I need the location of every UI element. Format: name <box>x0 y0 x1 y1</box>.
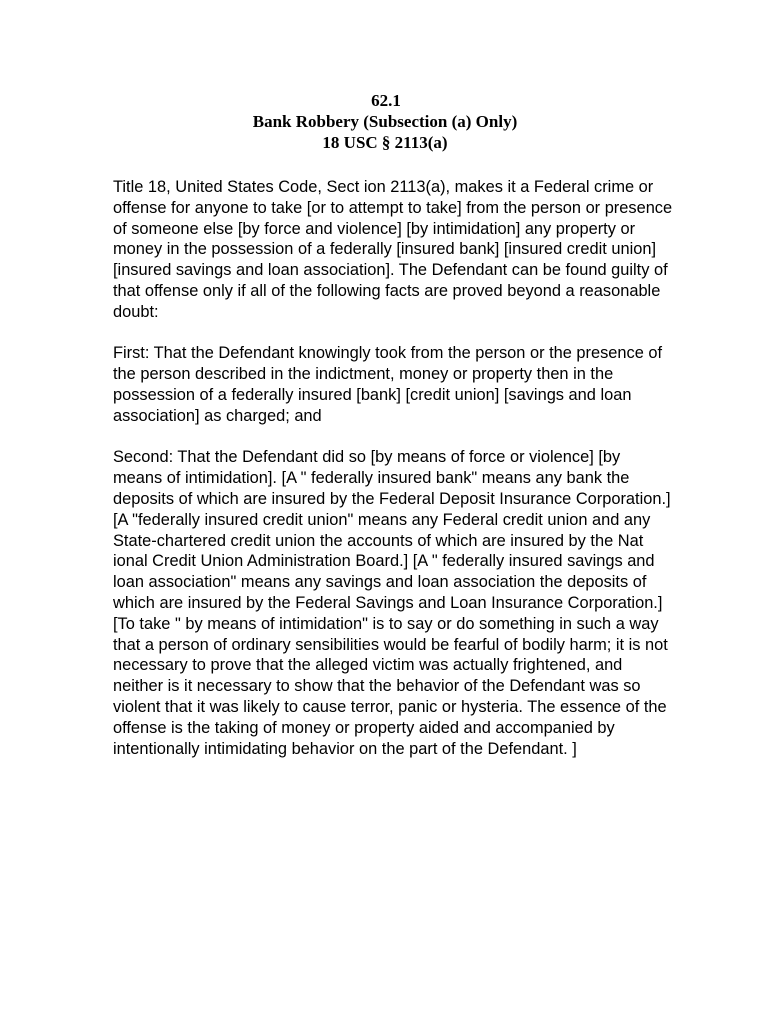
statute-citation: 18 USC § 2113(a) <box>322 133 448 152</box>
document-body <box>113 177 673 780</box>
section-number: 62.1 <box>371 91 401 110</box>
section-title: Bank Robbery (Subsection (a) Only) <box>252 112 518 131</box>
paragraph-second-element: Second: That the Defendant did so [by means of force or violence] [by means of intimidation]. [A " federally insured bank" means any bank the deposits of which are insured by the Federal Deposit Insurance Corporation.] [A "federally insured credit union" means any Federal credit union and any State-chartered credit union the accounts of which are insured by the Nat ional Credit Union Administration Board.] [A " federally insured savings and loan association" means any savings and loan association the deposits of which are insured by the Federal Savings and Loan Insurance Corporation.] [To take " by means of intimidation" is to say or do something in such a way that a person of ordinary sensibilities would be fearful of bodily harm; it is not necessary to prove that the alleged victim was actually frightened, and neither is it necessary to show that the behavior of the Defendant was so violent that it was likely to cause terror, panic or hysteria. The essence of the offense is the taking of money or property aided and accompanied by intentionally intimidating behavior on the part of the Defendant. ] <box>113 448 671 758</box>
document-header <box>0 90 770 153</box>
paragraph-intro: Title 18, United States Code, Sect ion 2113(a), makes it a Federal crime or offense for anyone to take [or to attempt to take] from the person or presence of someone else [by force and violence] [by intimidation] any property or money in the possession of a federally [insured bank] [insured credit union] [insured savings and loan association]. The Defendant can be found guilty of that offense only if all of the following facts are proved beyond a reasonable doubt: <box>113 178 673 321</box>
paragraph-first-element: First: That the Defendant knowingly took from the person or the presence of the person described in the indictment, money or property then in the possession of a federally insured [bank] [credit union] [savings and loan association] as charged; and <box>113 344 663 425</box>
